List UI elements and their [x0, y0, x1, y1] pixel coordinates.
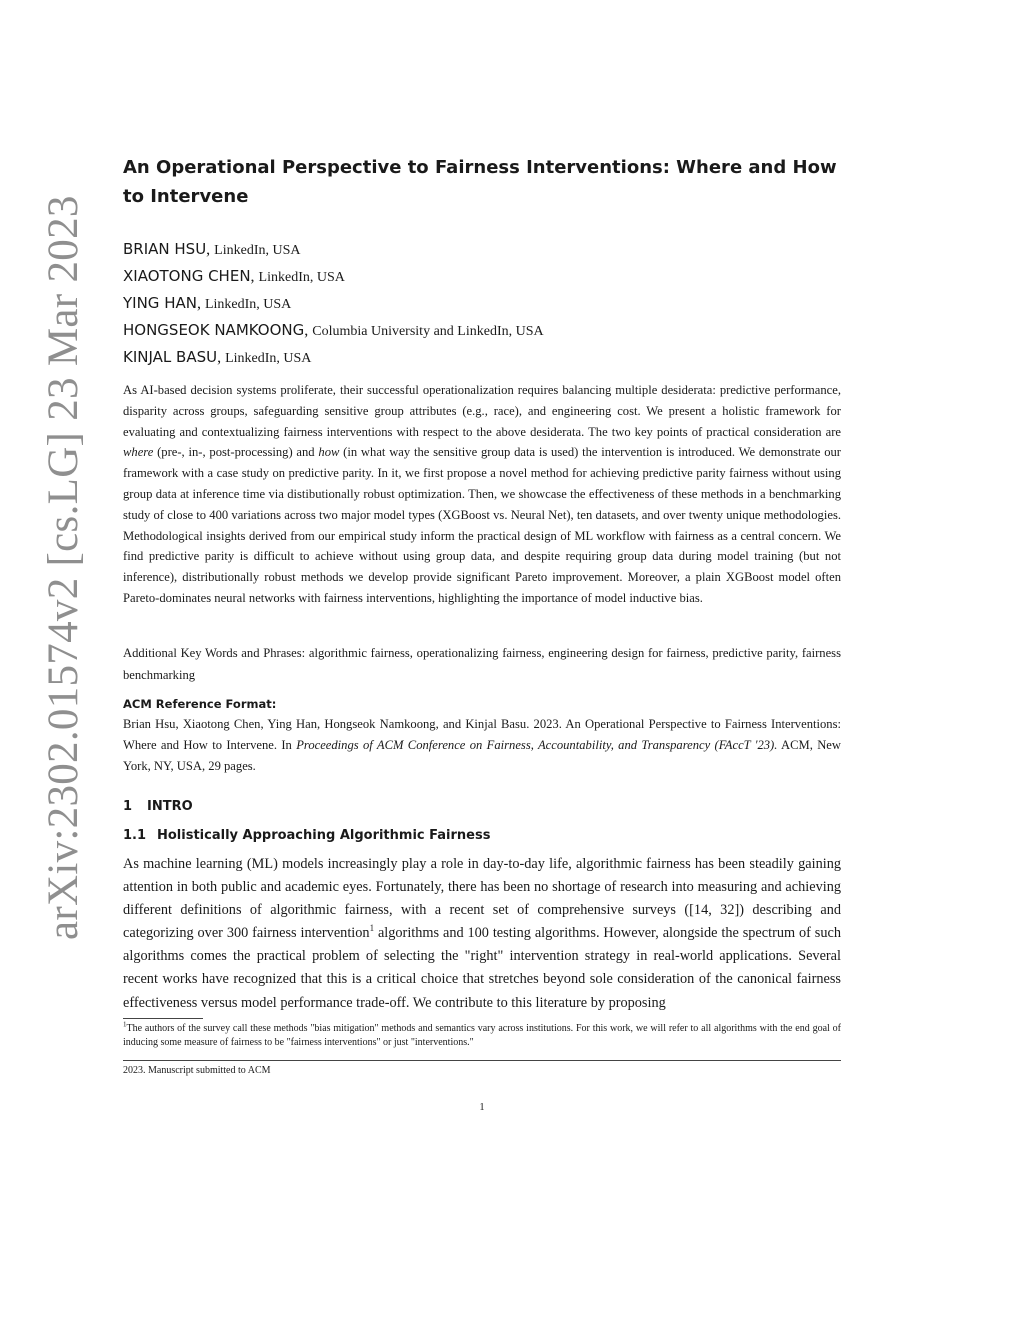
abstract — [123, 380, 841, 609]
abstract-text: As AI-based decision systems proliferate, their successful operationalization requires balancing multiple desiderata: predictive performance, disparity across groups, safeguarding sensitive group attributes (e.g., race), and engineering cost. We present a holistic framework for evaluating and contextualizing fairness interventions with respect to the above desiderata. The two key points of practical consideration are — [123, 383, 841, 439]
author-name: KINJAL BASU — [123, 348, 218, 366]
footnote-divider — [123, 1018, 203, 1019]
section-title: INTRO — [147, 799, 193, 814]
author-entry: YING HAN, LinkedIn, USA — [123, 294, 292, 312]
paper-title: An Operational Perspective to Fairness Interventions: Where and How to Intervene — [123, 157, 837, 207]
author-entry: KINJAL BASU, LinkedIn, USA — [123, 348, 312, 366]
author-name: XIAOTONG CHEN — [123, 267, 251, 285]
acm-reference-publisher: ACM, New York, NY, USA, 29 pages. — [123, 738, 841, 773]
subsection-title: Holistically Approaching Algorithmic Fairness — [157, 828, 491, 843]
abstract-text: (pre-, in-, post-processing) and — [153, 445, 319, 460]
author-entry: BRIAN HSU, LinkedIn, USA — [123, 240, 301, 258]
author-affiliation: LinkedIn, USA — [214, 243, 301, 258]
author-entry: XIAOTONG CHEN, LinkedIn, USA — [123, 267, 345, 285]
page-number: 1 — [479, 1102, 485, 1113]
paragraph-text: As machine learning (ML) models increasingly play a role in day-to-day life, algorithmic fairness has been steadily gaining attention in both public and academic eyes. Fortunately, there has been no shortage of research into measuring and achieving different definitions of algorithmic fairness, with a recent set of comprehensive surveys ([14, 32]) describing and categorizing over 300 fairness intervention — [123, 856, 841, 942]
paragraph-text: algorithms and 100 testing algorithms. However, alongside the spectrum of such algorithms comes the practical problem of selecting the "right" intervention strategy in real-world applications. Several recent works have recognized that this is a critical choice that stretches beyond sole consideration of the canonical fairness effectiveness versus model performance trade-off. We contribute to this literature by proposing — [123, 925, 841, 1011]
author-name: YING HAN — [123, 294, 197, 312]
abstract-emphasis-where: where — [123, 445, 154, 460]
footer-divider — [123, 1060, 841, 1061]
author-name: HONGSEOK NAMKOONG — [123, 321, 305, 339]
footnote-mark: 1 — [123, 1020, 127, 1029]
author-affiliation: Columbia University and LinkedIn, USA — [312, 324, 544, 339]
acm-reference-text — [123, 714, 841, 777]
section-number: 1 — [123, 799, 133, 814]
arxiv-identifier-stamp: arXiv:2302.01574v2 [cs.LG] 23 Mar 2023 — [40, 195, 87, 940]
acm-reference-heading: ACM Reference Format: — [123, 697, 277, 711]
acm-reference-venue: Proceedings of ACM Conference on Fairness, Accountability, and Transparency (FAccT '23). — [296, 738, 778, 752]
subsection-number: 1.1 — [123, 828, 147, 843]
author-list — [123, 236, 841, 371]
subsection-heading — [123, 827, 490, 845]
footnote-reference[interactable]: 1 — [369, 923, 375, 934]
footnote-text: The authors of the survey call these methods "bias mitigation" methods and semantics vary across institutions. For this work, we will refer to all algorithms with the end goal of inducing some measure of fairness to be "fairness interventions" or just "interventions." — [123, 1023, 841, 1048]
author-entry: HONGSEOK NAMKOONG, Columbia University and LinkedIn, USA — [123, 321, 544, 339]
author-affiliation: LinkedIn, USA — [225, 351, 312, 366]
footer-note: 2023. Manuscript submitted to ACM — [123, 1065, 271, 1076]
acm-reference-authors: Brian Hsu, Xiaotong Chen, Ying Han, Hongseok Namkoong, and Kinjal Basu. 2023. An Operational Perspective to Fairness Interventions: Where and How to Intervene. In — [123, 717, 841, 752]
abstract-text: (in what way the sensitive group data is used) the intervention is introduced. We demonstrate our framework with a case study on predictive parity. In it, we first propose a novel method for achieving predictive parity fairness without using group data at inference time via distibutionally robust optimization. Then, we showcase the effectiveness of these methods in a benchmarking study of close to 400 variations across two major model types (XGBoost vs. Neural Net), ten datasets, and over twenty unique methodologies. Methodological insights derived from our empirical study inform the practical design of ML workflow with fairness as a central concern. We find predictive parity is difficult to achieve without using group data, and despite requiring group data during model training (but not inference), distributionally robust methods we develop provide significant Pareto improvement. Moreover, a plain XGBoost model often Pareto-dominates neural networks with fairness interventions, highlighting the importance of model inductive bias. — [123, 445, 841, 605]
intro-paragraph — [123, 853, 841, 1015]
section-heading-intro — [123, 798, 193, 816]
author-affiliation: LinkedIn, USA — [204, 297, 292, 312]
abstract-emphasis-how: how — [318, 445, 340, 460]
footnote — [123, 1022, 841, 1049]
author-affiliation: LinkedIn, USA — [258, 270, 345, 285]
keywords: Additional Key Words and Phrases: algorithmic fairness, operationalizing fairness, engineering design for fairness, predictive parity, fairness benchmarking — [123, 646, 841, 682]
author-name: BRIAN HSU — [123, 240, 207, 258]
